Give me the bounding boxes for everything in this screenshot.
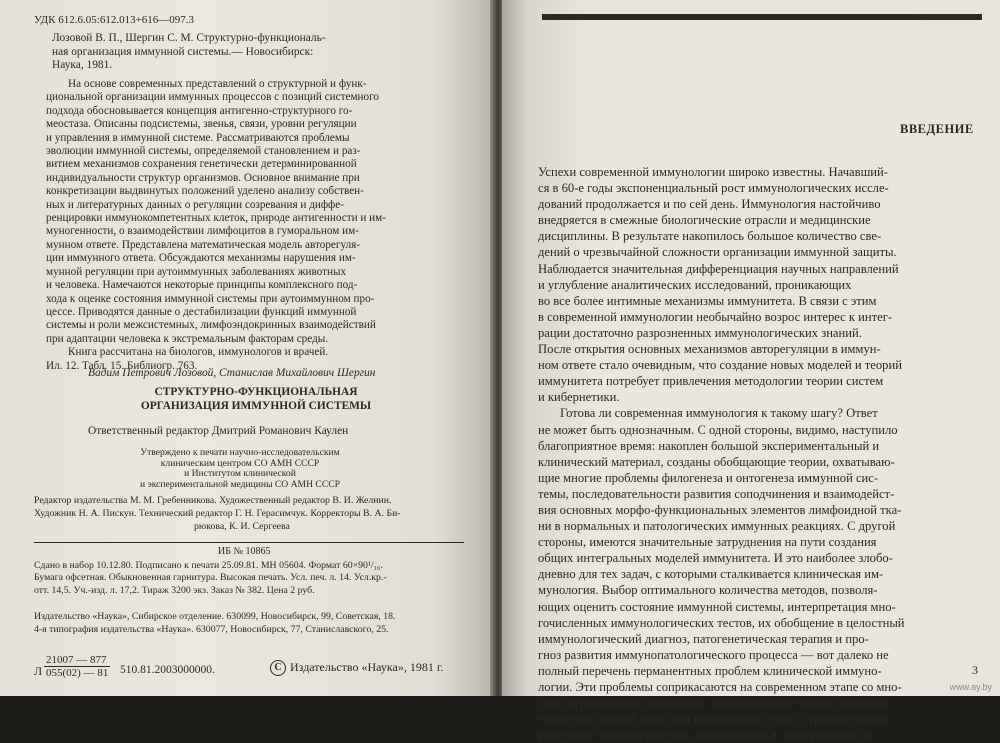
text-line: ни в нормальных и патологических иммунных реакциях. С другой — [538, 519, 896, 534]
text-line: и Институтом клинической — [184, 468, 296, 480]
section-heading: ВВЕДЕНИЕ — [900, 122, 974, 136]
text-line: подхода обосновывается концепция антигенно-структурного го- — [46, 104, 353, 117]
divider-line — [34, 542, 464, 543]
text-line: гими нерешенными вопросами, связанными не только с недоста- — [538, 696, 888, 711]
copyright-icon: C — [270, 660, 286, 676]
text-line: рации достаточно разрозненных иммунологических знаний. — [538, 325, 862, 340]
text-line: Бумага офсетная. Обыкновенная гарнитура. Высокая печать. Усл. печ. л. 14. Усл.кр.- — [34, 572, 387, 584]
text-line: и углубление аналитических исследований, проникающих — [538, 277, 852, 292]
text-line: Наблюдается значительная дифференциация научных направлений — [538, 261, 899, 276]
text-line: циональной организации иммунных процессов с позиций системного — [46, 91, 380, 104]
text-line: Утверждено к печати научно-исследовательским — [140, 447, 340, 458]
text-line: дений о чрезвычайной сложности организации иммунной защиты. — [538, 245, 897, 260]
text-line: дований продолжается и по сей день. Иммунология настойчиво — [538, 197, 881, 212]
text-line: не может быть однозначным. С одной стороны, видимо, наступило — [538, 422, 898, 437]
text-line: Наука, 1981. — [52, 59, 113, 72]
text-line: клинический материал, созданы обобщающие теории, охватываю- — [538, 454, 895, 469]
text-line: и кибернетики. — [538, 390, 620, 405]
code-numerator: 21007 — 877 — [44, 654, 110, 667]
text-line: точностью знаний о том или ином процессе или с трудностью пе- — [538, 712, 892, 727]
text-line: дисциплины. В результате накопилось большое количество све- — [538, 229, 882, 244]
text-line: вия основных морфо-функциональных элементов лимфоидной тка- — [538, 502, 902, 517]
text-line: внедряется в смежные биологические отрасли и медицинские — [538, 213, 871, 228]
watermark: www.ay.by — [949, 682, 992, 692]
text-line: ренесения закономерностей, наблюдаемых в эксперименте, на — [538, 728, 873, 743]
text-line: муногенности, о взаимодействии лимфоцитов в гуморальном им- — [46, 225, 359, 238]
page-number: 3 — [972, 663, 978, 677]
text-line: Готова ли современная иммунология к такому шагу? Ответ — [560, 406, 878, 421]
text-line: благоприятное время: накоплен большой экспериментальный и — [538, 438, 880, 453]
text-line: хода к оценке состояния иммунной системы при аутоиммунном про- — [46, 292, 375, 305]
text-line: 4-я типография издательства «Наука». 630077, Новосибирск, 77, Станиславского, 25. — [34, 624, 389, 635]
bibliographic-entry — [52, 32, 482, 73]
introduction-text — [538, 164, 988, 743]
text-line: щие многие проблемы филогенеза и онтогенеза иммунной сис- — [538, 470, 879, 485]
text-line: ренцировки иммунокомпетентных клеток, природе антигенности и им- — [46, 212, 386, 225]
text-line: Лозовой В. П., Шергин С. М. Структурно-функциональ- — [52, 32, 326, 44]
text-line: клиническим центром СО АМН СССР — [160, 457, 320, 469]
text-line: Книга рассчитана на биологов, иммунологов и врачей. — [68, 346, 329, 359]
right-page — [502, 0, 1000, 743]
text-line: Редактор издательства М. М. Гребенникова. Художественный редактор В. И. Желнин. — [34, 495, 392, 506]
text-line: системы и роли межсистемных, лимфоэндокринных взаимодействий — [46, 319, 376, 332]
text-line: ции иммунного ответа. Обсуждаются механизмы нарушения им- — [46, 252, 356, 265]
text-line: иммунитета потребует привлечения методологии теории систем — [538, 374, 884, 389]
text-line: меостаза. Описаны подсистемы, звенья, связи, уровни регуляции — [46, 118, 357, 131]
book-title — [136, 385, 376, 413]
code-number: 510.81.2003000000. — [120, 664, 215, 676]
text-line: во все более интимные механизмы иммунитета. В связи с этим — [538, 293, 877, 308]
publisher-info — [34, 610, 396, 636]
print-details — [34, 560, 387, 597]
text-line: темы, последовательности развития соподчинения и взаимодейст- — [538, 486, 895, 501]
text-line: полный перечень перманентных проблем клинической иммуно- — [538, 663, 882, 678]
text-line: ОРГАНИЗАЦИЯ ИММУННОЙ СИСТЕМЫ — [140, 400, 372, 412]
text-line: общих интегральных моделей иммунитета. И это наиболее злобо- — [538, 551, 893, 566]
code-fraction — [44, 654, 110, 679]
abstract — [46, 78, 476, 373]
text-line: витием механизмов сохранения генетически детерминированной — [46, 158, 357, 171]
text-line: рюкова, К. И. Сергеева — [194, 521, 290, 532]
copyright-line — [270, 660, 443, 676]
top-rule — [542, 14, 982, 20]
text-line: Ил. 12. Табл. 15. Библиогр. 763. — [46, 359, 198, 372]
udk-code: УДК 612.6.05:612.013+616—097.3 — [34, 14, 195, 26]
text-line: дневно для тех задач, с которыми сталкивается клиническая им- — [538, 567, 884, 582]
text-line: гочисленных иммунологических тестов, их обобщение в целостный — [538, 615, 905, 630]
text-line: иммунологический диагноз, патогенетическая терапия и про- — [538, 631, 869, 646]
text-line: Художник Н. А. Пискун. Технический редактор Г. Н. Герасимчук. Корректоры В. А. Би- — [34, 508, 401, 519]
text-line: ющих оценить состояние иммунной системы, интерпретация мно- — [538, 599, 896, 614]
text-line: Успехи современной иммунологии широко известны. Начавший- — [538, 165, 888, 179]
text-line: ных и литературных данных о регуляции созревания и диффе- — [46, 198, 345, 211]
text-line: мунном ответе. Представлена математическая модель авторегуля- — [46, 238, 361, 251]
staff-credits — [34, 494, 401, 533]
text-line: СТРУКТУРНО-ФУНКЦИОНАЛЬНАЯ — [154, 386, 358, 398]
responsible-editor: Ответственный редактор Дмитрий Романович Каулен — [88, 425, 349, 437]
copyright-text: Издательство «Наука», 1981 г. — [290, 660, 444, 674]
code-denominator: 055(02) — 81 — [46, 667, 109, 679]
text-line: После открытия основных механизмов авторегуляции в иммун- — [538, 342, 881, 357]
code-prefix: Л — [34, 664, 43, 678]
text-line: На основе современных представлений о структурной и функ- — [68, 78, 367, 90]
text-line: Сдано в набор 10.12.80. Подписано к печати 25.09.81. МН 05604. Формат 60×90¹/₁₆. — [34, 560, 383, 571]
text-line: и человека. Намечаются некоторые принципы комплексного под- — [46, 279, 358, 292]
text-line: ная организация иммунной системы.— Новосибирск: — [52, 45, 314, 58]
text-line: при адаптации человека к экстремальным факторам среды. — [46, 332, 329, 345]
left-page — [0, 0, 494, 696]
text-line: индивидуальности структур организмов. Основное внимание при — [46, 171, 360, 184]
text-line: Издательство «Наука», Сибирское отделение. 630099, Новосибирск, 99, Советская, 18. — [34, 611, 396, 622]
text-line: мунология. Выбор оптимального количества методов, позволя- — [538, 583, 878, 598]
text-line: цессе. Приводятся данные о дестабилизации функций иммунной — [46, 305, 357, 318]
text-line: ся в 60-е годы экспоненциальный рост иммунологических иссле- — [538, 181, 889, 196]
text-line: ном ответе стало очевидным, что создание новых моделей и теорий — [538, 358, 902, 373]
approval-note — [110, 448, 370, 490]
text-line: конкретизации выдвинутых положений уделено анализу собствен- — [46, 185, 364, 198]
ib-number: ИБ № 10865 — [218, 546, 271, 557]
text-line: гноз развития иммунопатологического процесса — вот далеко не — [538, 647, 889, 662]
text-line: отт. 14,5. Уч.-изд. л. 17,2. Тираж 3200 экз. Заказ № 382. Цена 2 руб. — [34, 584, 315, 596]
text-line: мунной регуляции при аутоиммунных заболеваниях животных — [46, 265, 347, 278]
text-line: и экспериментальной медицины СО АМН СССР — [140, 478, 340, 490]
text-line: логии. Эти проблемы соприкасаются на современном этапе со мно- — [538, 680, 902, 694]
authors: Вадим Петрович Лозовой, Станислав Михайлович Шергин — [88, 367, 376, 379]
text-line: в современной иммунологии необычайно возрос интерес к интег- — [538, 309, 893, 324]
text-line: и управления в иммунной системе. Рассматриваются проблемы — [46, 131, 350, 144]
text-line: эволюции иммунной системы, определяемой становлением и раз- — [46, 145, 361, 158]
text-line: стороны, имеются значительные затруднения на пути создания — [538, 535, 877, 550]
